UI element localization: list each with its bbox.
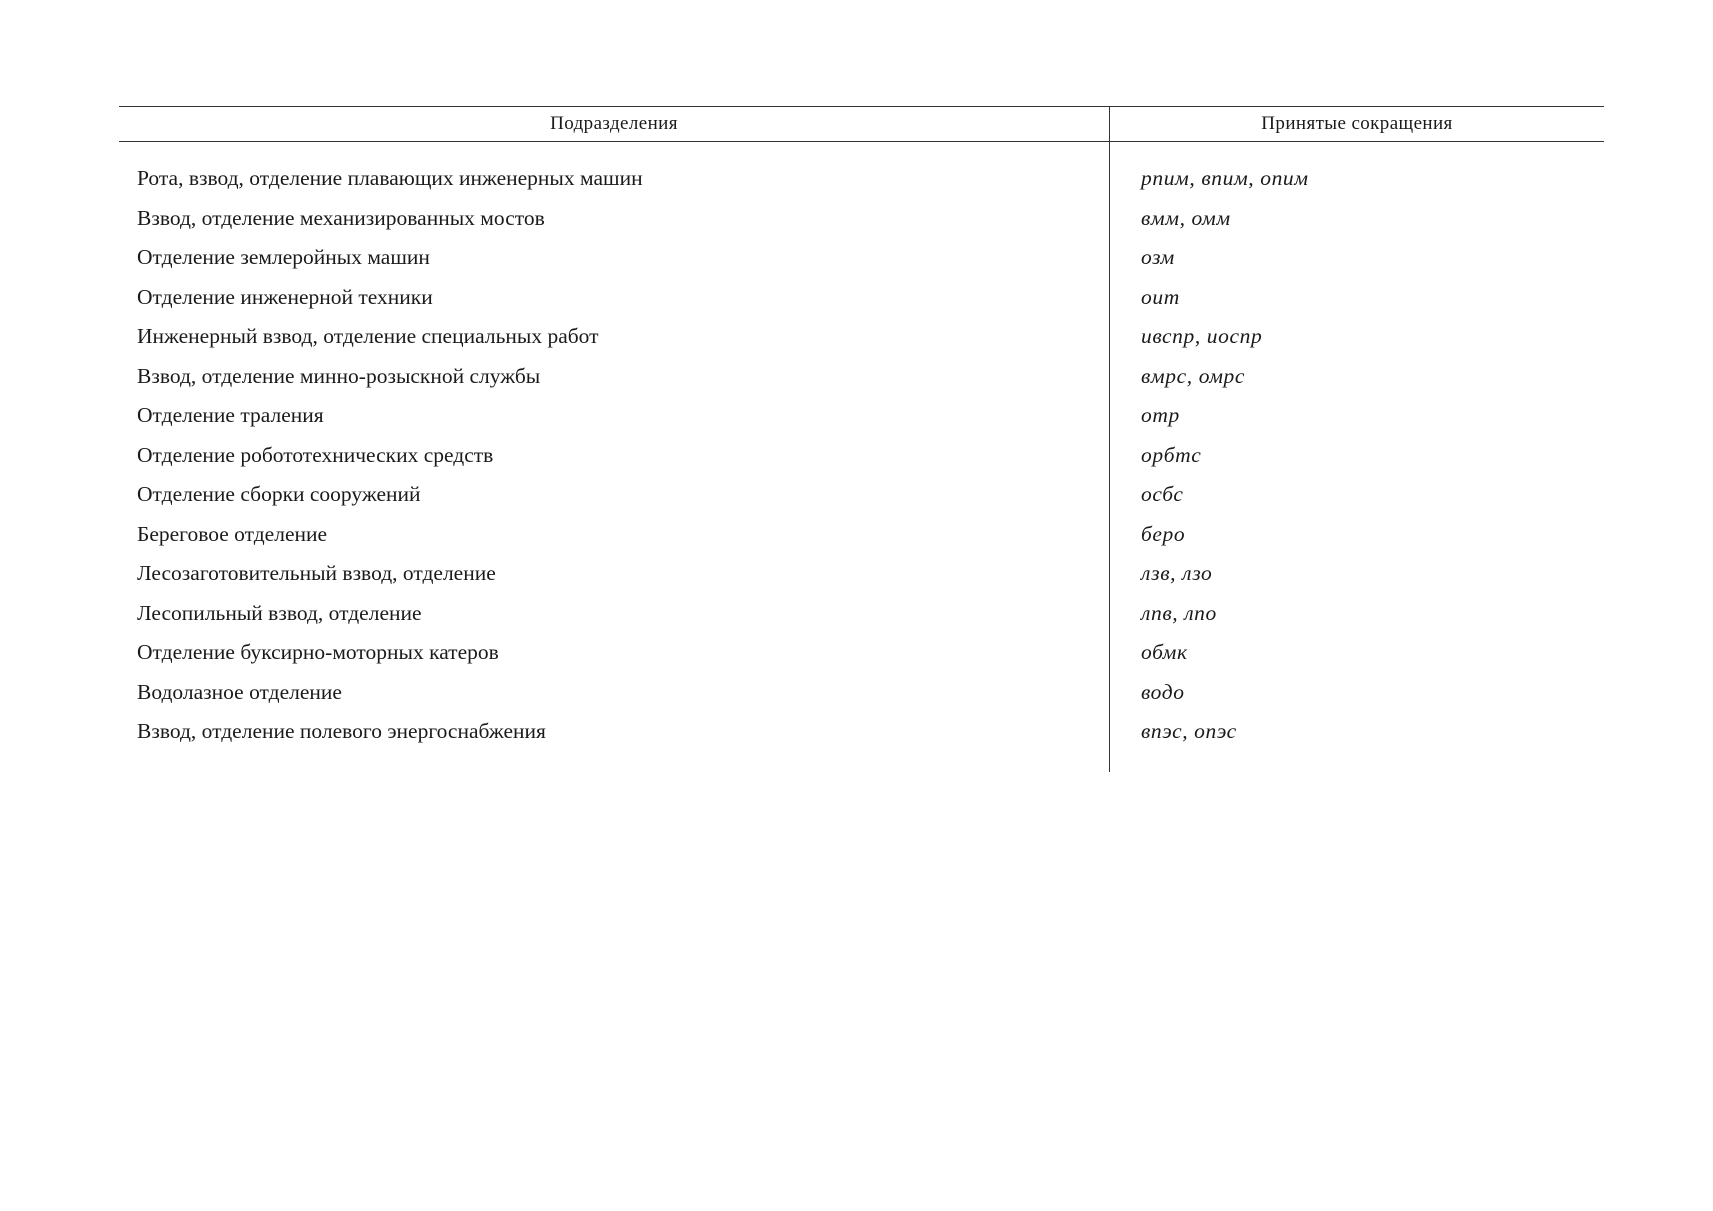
unit-abbreviation: беро [1141,521,1186,546]
column-divider [1109,142,1110,772]
unit-abbreviation: лпв, лпо [1141,600,1217,625]
table-row [119,673,1604,713]
table-header [119,106,1604,142]
table-row [119,199,1604,239]
unit-abbreviation: впэс, опэс [1141,719,1237,744]
unit-name: Береговое отделение [137,521,328,546]
unit-abbreviation: отр [1141,403,1180,428]
unit-name: Рота, взвод, отделение плавающих инженерных машин [137,166,643,191]
abbreviations-table [119,106,1604,772]
unit-name: Лесопильный взвод, отделение [137,600,422,625]
unit-name: Взвод, отделение механизированных мостов [137,205,545,230]
table-row [119,515,1604,555]
unit-abbreviation: оит [1141,284,1180,309]
unit-name: Отделение сборки сооружений [137,482,421,507]
table-row [119,554,1604,594]
unit-abbreviation: осбс [1141,482,1184,507]
unit-abbreviation: обмк [1141,640,1188,665]
unit-abbreviation: водо [1141,679,1185,704]
table-row [119,238,1604,278]
unit-name: Отделение траления [137,403,324,428]
unit-name: Инженерный взвод, отделение специальных работ [137,324,599,349]
table-row [119,396,1604,436]
table-row [119,436,1604,476]
unit-name: Отделение буксирно-моторных катеров [137,640,499,665]
unit-name: Отделение робототехнических средств [137,442,494,467]
header-abbreviations: Принятые сокращения [1109,107,1604,141]
unit-name: Лесозаготовительный взвод, отделение [137,561,496,586]
unit-abbreviation: орбтс [1141,442,1202,467]
unit-abbreviation: вмрс, омрс [1141,363,1246,388]
unit-name: Отделение инженерной техники [137,284,433,309]
table-row [119,475,1604,515]
unit-abbreviation: лзв, лзо [1141,561,1213,586]
table-row [119,317,1604,357]
unit-abbreviation: вмм, омм [1141,205,1231,230]
header-units: Подразделения [550,113,678,134]
unit-name: Взвод, отделение минно-розыскной службы [137,363,541,388]
unit-abbreviation: озм [1141,245,1175,270]
unit-abbreviation: ивспр, иоспр [1141,324,1263,349]
table-row [119,712,1604,752]
table-row [119,594,1604,634]
unit-abbreviation: рпим, впим, опим [1141,166,1309,191]
unit-name: Взвод, отделение полевого энергоснабжения [137,719,546,744]
unit-name: Отделение землеройных машин [137,245,430,270]
table-row [119,633,1604,673]
table-row [119,357,1604,397]
table-row [119,278,1604,318]
table-row [119,159,1604,199]
unit-name: Водолазное отделение [137,679,342,704]
table-body [119,142,1604,772]
